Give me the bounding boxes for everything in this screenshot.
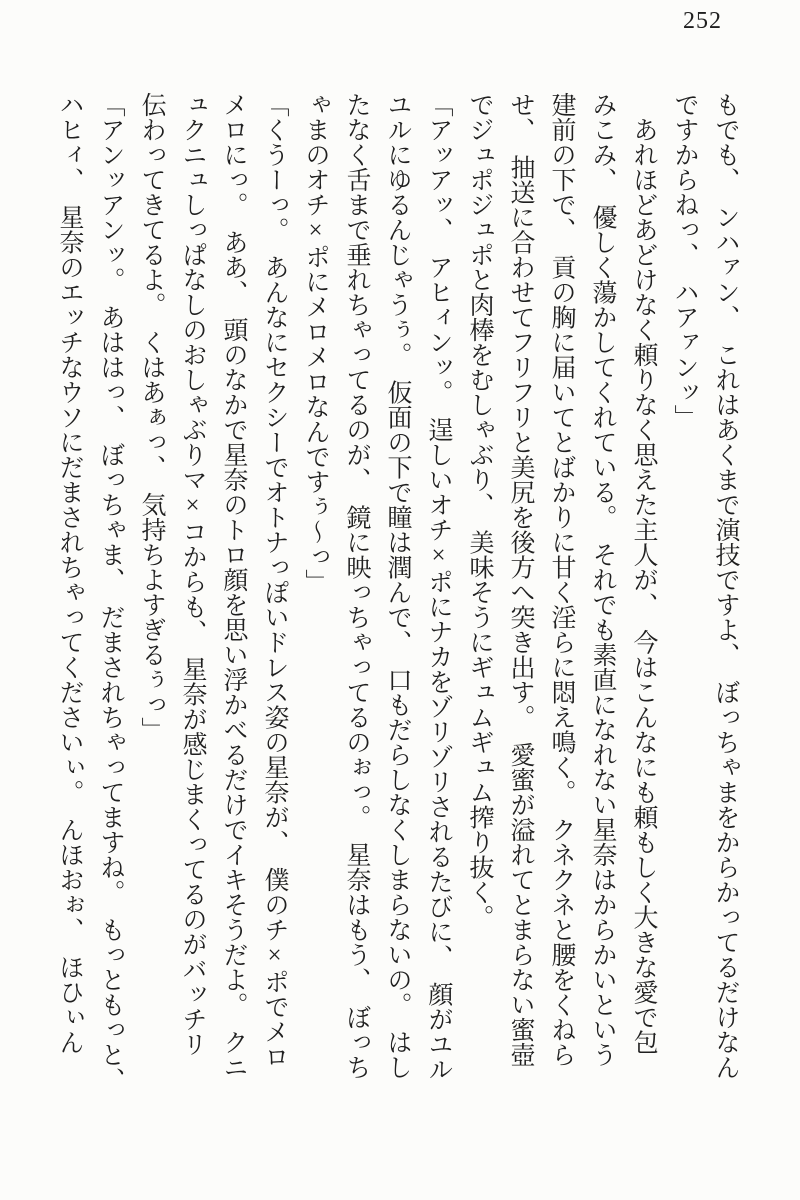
text-line: 建前の下で、 貢の胸に届いてとばかりに甘く淫らに悶え鳴く。 クネクネと腰をくねら xyxy=(548,92,575,1067)
text-line: ゃまのオチ×ポにメロメロなんですぅ〜っ」 xyxy=(302,92,329,594)
text-line: ハヒィ、 星奈のエッチなウソにだまされちゃってくださいぃ。 んほおぉ、 ほひぃん xyxy=(56,92,83,1055)
text-line: ユルにゆるんじゃうぅ。 仮面の下で瞳は潤んで、 口もだらしなくしまらないの。 はし xyxy=(384,92,411,1080)
text-line: せ、 抽送に合わせてフリフリと美尻を後方へ突き出す。 愛蜜が溢れてとまらない蜜壺 xyxy=(507,92,534,1067)
text-line: ュクニュしっぱなしのおしゃぶりマ×コからも、 星奈が感じまくってるのがバッチリ xyxy=(179,92,206,1057)
text-line: 「アンッアンッ。 あははっ、 ぼっちゃま、 だまされちゃってますね。 もっともっと、 xyxy=(97,92,124,1092)
text-line: あれほどあどけなく頼りなく思えた主人が、 今はこんなにも頼もしく大きな愛で包 xyxy=(630,92,657,1055)
text-line: ですからねっ、 ハアァンッ」 xyxy=(671,92,698,430)
text-line: たなく舌まで垂れちゃってるのが、 鏡に映っちゃってるのぉっ。 星奈はもう、 ぼっち xyxy=(343,92,370,1080)
text-line: もでも、 ンハァン、 これはあくまで演技ですよ、 ぼっちゃまをからかってるだけなん xyxy=(712,92,739,1080)
page-number: 252 xyxy=(683,8,722,34)
text-line: 「アッアッ、 アヒィンッ。 逞しいオチ×ポにナカをゾリゾリされるたびに、 顔がユル xyxy=(425,92,452,1082)
text-line: みこみ、 優しく蕩かしてくれている。 それでも素直になれない星奈はからかいという xyxy=(589,92,616,1067)
text-line: 伝わってきてるよ。 くはあぁっ、 気持ちよすぎるぅっ」 xyxy=(138,92,165,742)
text-line: メロにっ。 ああ、 頭のなかで星奈のトロ顔を思い浮かべるだけでイキそうだよ。 クニ xyxy=(220,92,247,1080)
text-line: 「くうーっ。 あんなにセクシーでオトナっぽいドレス姿の星奈が、 僕のチ×ポでメロ xyxy=(261,92,288,1069)
page-text xyxy=(49,92,746,1148)
text-line: でジュポジュポと肉棒をむしゃぶり、 美味そうにギュムギュム搾り抜く。 xyxy=(466,92,493,930)
